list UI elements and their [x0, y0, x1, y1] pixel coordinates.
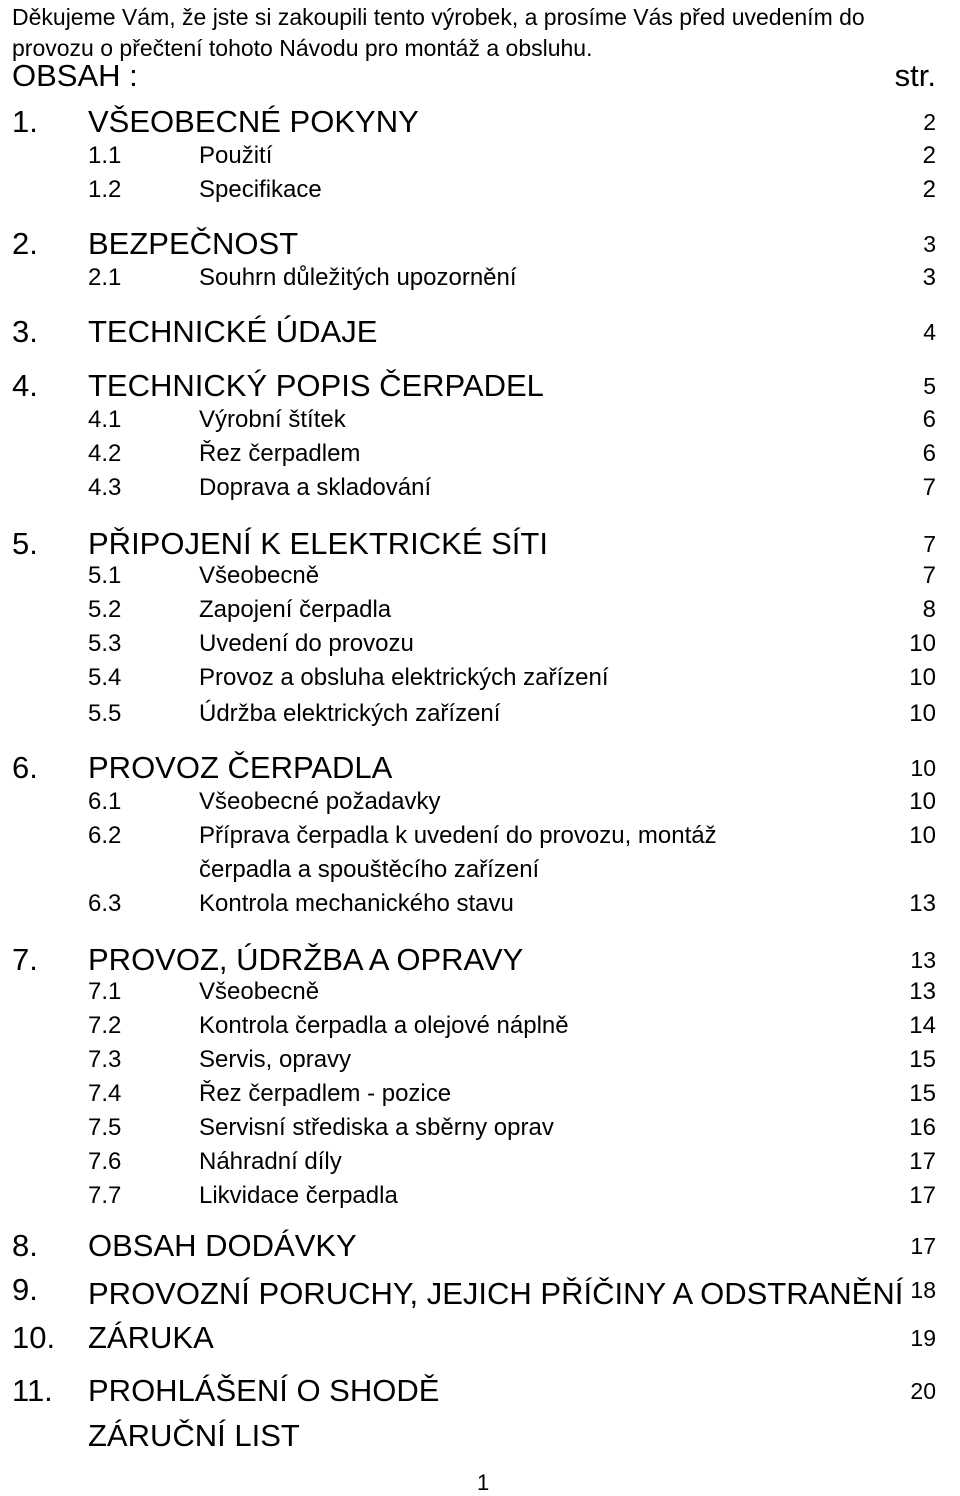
toc-subsection-number: 6.1	[88, 788, 122, 815]
toc-subsection	[0, 662, 960, 694]
toc-subsection-number: 1.1	[88, 142, 122, 169]
toc-subsection-number: 6.2	[88, 822, 122, 849]
toc-subsection-title: Uvedení do provozu	[199, 630, 414, 657]
toc-subsection	[0, 1044, 960, 1076]
page-number: 1	[477, 1470, 490, 1495]
toc-subsection-title: Použití	[199, 142, 273, 169]
toc-page-number: 13	[909, 890, 936, 917]
toc-section-number: 4.	[12, 368, 38, 403]
toc-subsection-title: Specifikace	[199, 176, 322, 203]
toc-subsection	[0, 594, 960, 626]
toc-section-title: PŘIPOJENÍ K ELEKTRICKÉ SÍTI	[88, 526, 548, 561]
toc-page-number: 17	[910, 1233, 936, 1259]
toc-subsection-number: 4.2	[88, 440, 122, 467]
toc-section-number: 11.	[12, 1373, 53, 1408]
toc-section-title: BEZPEČNOST	[88, 226, 299, 261]
toc-subsection-number: 7.3	[88, 1046, 122, 1073]
toc-page-number: 2	[923, 109, 936, 135]
toc-section	[0, 368, 960, 404]
toc-page-number: 2	[922, 176, 936, 203]
toc-page-number: 7	[922, 474, 936, 501]
intro-paragraph: Děkujeme Vám, že jste si zakoupili tento výrobek, a prosíme Vás před uvedením do provozu o přečtení tohoto Návodu pro montáž a obsluhu.	[12, 4, 865, 61]
toc-section-number: 1.	[12, 104, 38, 139]
toc-subsection	[0, 786, 960, 818]
toc-section	[0, 314, 960, 350]
toc-subsection-number: 5.4	[88, 664, 122, 691]
toc-section-title: PROHLÁŠENÍ O SHODĚ	[88, 1373, 440, 1408]
toc-page-number: 3	[922, 264, 936, 291]
toc-section-number: 2.	[12, 226, 38, 261]
toc-page-number: 15	[909, 1046, 936, 1073]
toc-page-number: 10	[909, 700, 936, 727]
toc-subsection-title: Řez čerpadlem - pozice	[199, 1080, 452, 1107]
toc-section	[0, 942, 960, 978]
toc-subsection-number: 7.4	[88, 1080, 122, 1107]
toc-page-number: 19	[910, 1325, 936, 1351]
toc-page-number: 4	[923, 319, 936, 345]
toc-page-number: 10	[909, 822, 936, 849]
toc-page-number: 16	[909, 1114, 936, 1141]
toc-section	[0, 1418, 960, 1454]
toc-page-number: 8	[922, 596, 936, 623]
toc-section-number: 3.	[12, 314, 38, 349]
toc-subsection-number: 4.3	[88, 474, 122, 501]
toc-section-title: TECHNICKÉ ÚDAJE	[88, 314, 378, 349]
toc-page-number: 20	[910, 1378, 936, 1404]
toc-subsection-number: 5.3	[88, 630, 122, 657]
toc-page-number: 10	[909, 788, 936, 815]
toc-section-title: ZÁRUČNÍ LIST	[88, 1418, 300, 1453]
toc-subsection	[0, 888, 960, 920]
toc-subsection-title-continuation: čerpadla a spouštěcího zařízení	[199, 856, 540, 883]
toc-page-number: 2	[922, 142, 936, 169]
toc-subsection-title: Souhrn důležitých upozornění	[199, 264, 517, 291]
toc-subsection-title: Údržba elektrických zařízení	[199, 700, 501, 727]
toc-subsection-title: Doprava a skladování	[199, 474, 432, 501]
toc-section	[0, 526, 960, 562]
toc-section-title: PROVOZNÍ PORUCHY, JEJICH PŘÍČINY A ODSTRANĚNÍ	[88, 1276, 904, 1311]
toc-heading: OBSAH :	[12, 58, 138, 93]
toc-section-title: VŠEOBECNÉ POKYNY	[88, 104, 419, 139]
toc-subsection-title: Likvidace čerpadla	[199, 1182, 398, 1209]
toc-subsection	[0, 404, 960, 436]
toc-subsection	[0, 438, 960, 470]
toc-section	[0, 750, 960, 786]
toc-section-number: 10.	[12, 1320, 56, 1355]
toc-subsection-title: Servisní střediska a sběrny oprav	[199, 1114, 554, 1141]
toc-subsection-number: 7.2	[88, 1012, 122, 1039]
toc-subsection-number: 5.1	[88, 562, 122, 589]
toc-subsection-number: 2.1	[88, 264, 122, 291]
toc-subsection	[0, 1078, 960, 1110]
toc-subsection	[0, 472, 960, 504]
toc-subsection	[0, 1010, 960, 1042]
toc-subsection-title: Provoz a obsluha elektrických zařízení	[199, 664, 609, 691]
toc-section	[0, 1272, 960, 1311]
toc-subsection	[0, 140, 960, 172]
toc-subsection-number: 5.5	[88, 700, 122, 727]
toc-section-number: 9.	[12, 1272, 38, 1307]
toc-subsection-title: Kontrola čerpadla a olejové náplně	[199, 1012, 569, 1039]
toc-subsection-number: 5.2	[88, 596, 122, 623]
toc-section	[0, 226, 960, 262]
toc-page-number: 14	[909, 1012, 936, 1039]
toc-page-number: 10	[909, 630, 936, 657]
toc-page-number: 13	[909, 978, 936, 1005]
toc-subsection	[0, 262, 960, 294]
toc-subsection-title: Výrobní štítek	[199, 406, 346, 433]
toc-subsection	[0, 1146, 960, 1178]
toc-subsection	[0, 1112, 960, 1144]
toc-page-number: 6	[922, 440, 936, 467]
toc-page-number: 18	[910, 1277, 936, 1303]
toc-subsection-title: Kontrola mechanického stavu	[199, 890, 514, 917]
toc-section-title: OBSAH DODÁVKY	[88, 1228, 357, 1263]
toc-page-number: 17	[909, 1148, 936, 1175]
toc-section-title: ZÁRUKA	[88, 1320, 214, 1355]
toc-section	[0, 1320, 960, 1356]
toc-section-number: 6.	[12, 750, 38, 785]
toc-subsection	[0, 1180, 960, 1212]
toc-subsection-continuation	[0, 854, 960, 886]
toc-page-number: 3	[923, 231, 936, 257]
toc-subsection-title: Servis, opravy	[199, 1046, 352, 1073]
toc-page-number: 6	[922, 406, 936, 433]
toc-subsection-number: 7.1	[88, 978, 122, 1005]
toc-section	[0, 1373, 960, 1409]
toc-section-title: PROVOZ, ÚDRŽBA A OPRAVY	[88, 942, 524, 977]
page-column-label: str.	[894, 58, 936, 93]
toc-page-number: 10	[910, 755, 936, 781]
toc-page-number: 15	[909, 1080, 936, 1107]
toc-subsection	[0, 820, 960, 852]
toc-section-number: 8.	[12, 1228, 38, 1263]
toc-section-title: TECHNICKÝ POPIS ČERPADEL	[88, 368, 544, 403]
toc-subsection	[0, 174, 960, 206]
toc-subsection	[0, 628, 960, 660]
toc-subsection	[0, 560, 960, 592]
toc-subsection-title: Příprava čerpadla k uvedení do provozu, montáž	[199, 822, 717, 849]
toc-subsection-title: Všeobecně	[199, 978, 320, 1005]
toc-subsection-title: Všeobecné požadavky	[199, 788, 441, 815]
toc-page-number: 10	[909, 664, 936, 691]
toc-page-number: 17	[909, 1182, 936, 1209]
toc-section-number: 5.	[12, 526, 38, 561]
toc-subsection-title: Řez čerpadlem	[199, 440, 361, 467]
toc-section-number: 7.	[12, 942, 38, 977]
toc-subsection-title: Všeobecně	[199, 562, 320, 589]
toc-subsection	[0, 698, 960, 730]
toc-page-number: 13	[910, 947, 936, 973]
toc-subsection-number: 4.1	[88, 406, 122, 433]
toc-page-number: 7	[923, 531, 936, 557]
toc-page-number: 5	[923, 373, 936, 399]
toc-subsection-number: 6.3	[88, 890, 122, 917]
toc-section	[0, 104, 960, 140]
toc-section-title: PROVOZ ČERPADLA	[88, 750, 393, 785]
toc-subsection-title: Náhradní díly	[199, 1148, 342, 1175]
toc-subsection-number: 7.7	[88, 1182, 122, 1209]
toc-subsection-number: 7.6	[88, 1148, 122, 1175]
toc-subsection-number: 1.2	[88, 176, 122, 203]
toc-section	[0, 1228, 960, 1264]
toc-page-number: 7	[922, 562, 936, 589]
toc-subsection	[0, 976, 960, 1008]
toc-subsection-number: 7.5	[88, 1114, 122, 1141]
toc-subsection-title: Zapojení čerpadla	[199, 596, 392, 623]
